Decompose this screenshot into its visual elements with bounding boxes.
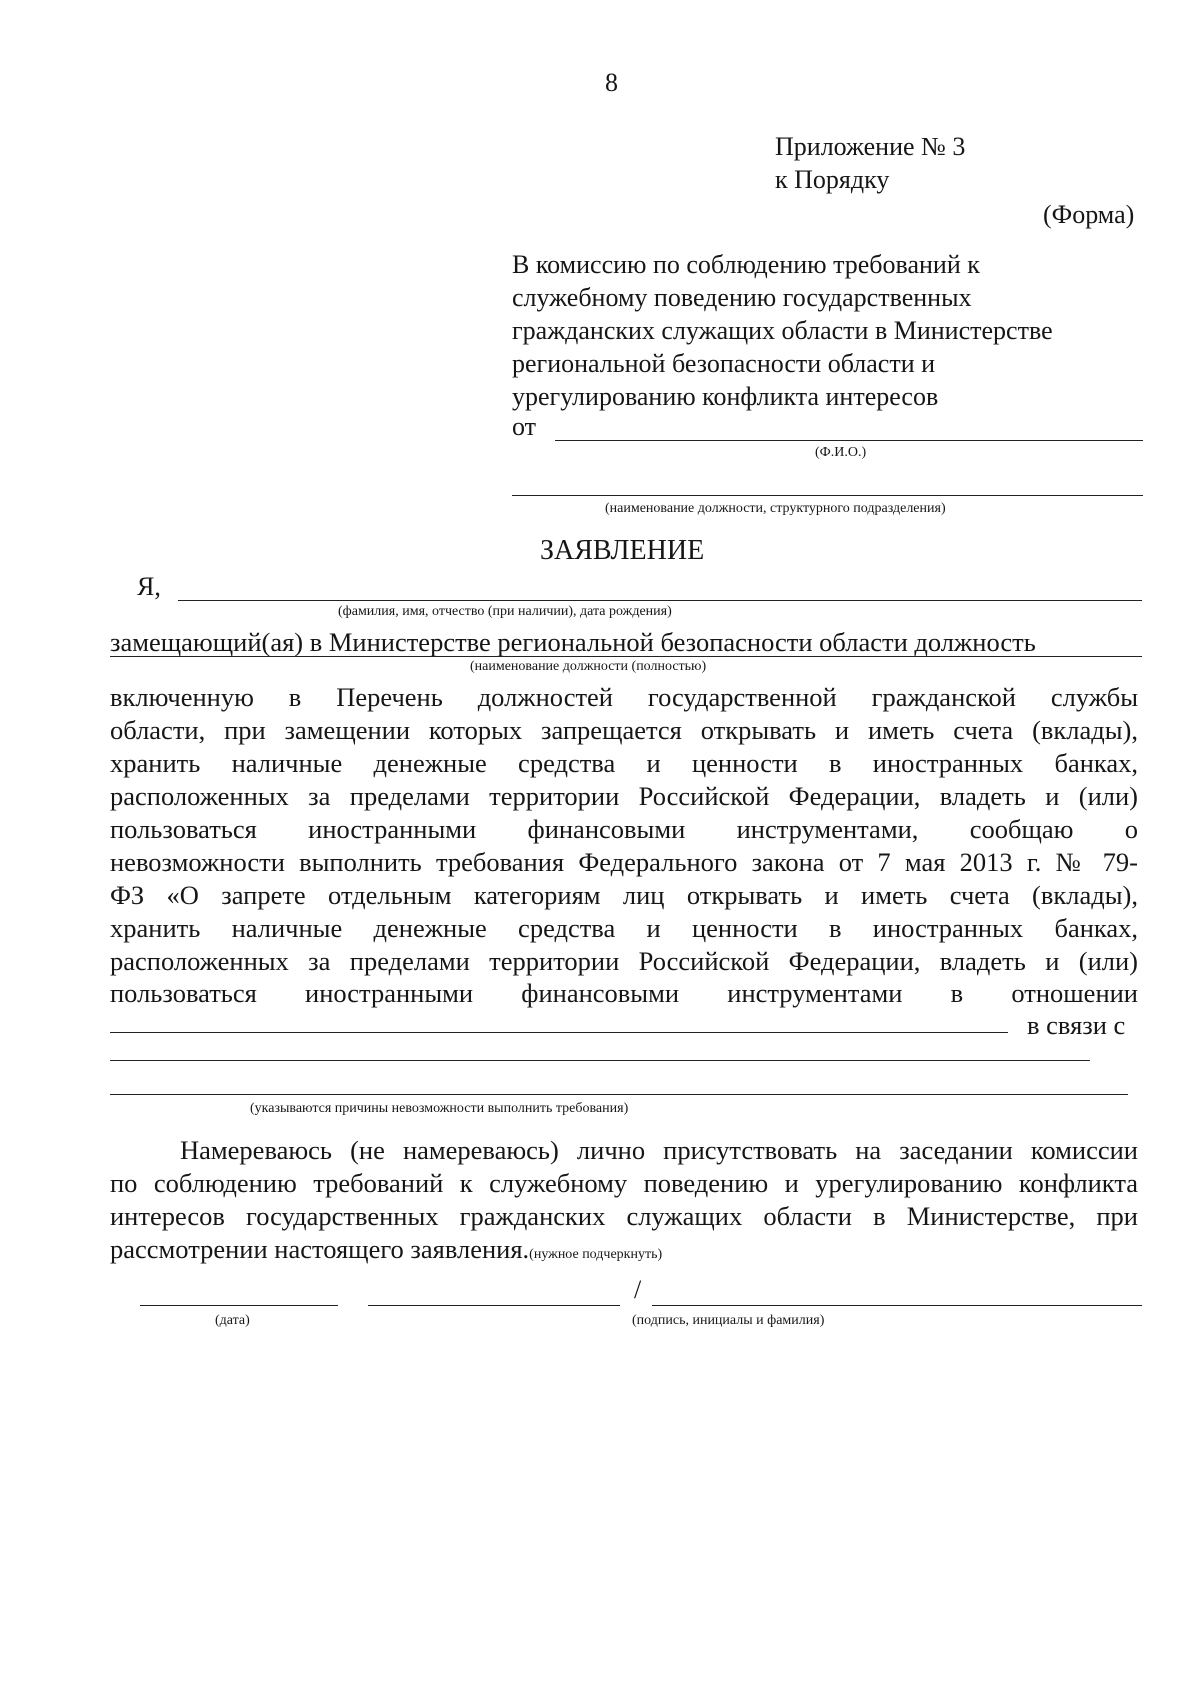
intent-line: интересов государственных гражданских служащих области в Министерстве, при [110,1201,1138,1231]
intent-line: Намереваюсь (не намереваюсь) лично присутствовать на заседании комиссии [180,1135,1138,1165]
addressee-line: региональной безопасности области и [512,349,936,378]
subject-field-line[interactable] [110,1032,1008,1033]
signature-field-line[interactable] [368,1305,620,1306]
position-statement-underline [110,656,1142,657]
body-line: расположенных за пределами территории Российской Федерации, владеть и (или) [110,946,1138,976]
form-label: (Форма) [1043,200,1135,229]
i-label: Я, [137,572,161,601]
underline-note: (нужное подчеркнуть) [529,1247,663,1262]
date-field-line[interactable] [140,1305,338,1306]
position-field-line[interactable] [512,495,1143,496]
signature-caption: (подпись, инициалы и фамилия) [632,1313,825,1328]
reasons-caption: (указываются причины невозможности выполнить требования) [250,1101,629,1116]
fio-caption: (Ф.И.О.) [815,445,867,460]
intent-last-text: рассмотрении настоящего заявления. [110,1234,530,1264]
intent-last-line [110,1234,662,1265]
appendix-reference: к Порядку [775,165,890,194]
applicant-name-caption: (фамилия, имя, отчество (при наличии), дата рождения) [338,604,672,619]
addressee-line: В комиссию по соблюдению требований к [512,250,980,279]
position-full-caption: (наименование должности (полностью) [470,659,707,674]
body-line: хранить наличные денежные средства и ценности в иностранных банках, [110,913,1138,943]
signature-slash: / [634,1275,642,1304]
addressee-line: урегулированию конфликта интересов [512,382,939,411]
reasons-field-line[interactable] [110,1060,1090,1061]
intent-line: по соблюдению требований к служебному поведению и урегулированию конфликта [110,1168,1138,1198]
body-line: области, при замещении которых запрещается открывать и иметь счета (вклады), [110,715,1138,745]
date-caption: (дата) [215,1313,250,1328]
name-field-line[interactable] [652,1305,1142,1306]
body-line: хранить наличные денежные средства и ценности в иностранных банках, [110,748,1138,778]
body-line: пользоваться иностранными финансовыми инструментами в отношении [110,978,1138,1008]
in-connection-label: в связи с [1027,1010,1126,1040]
position-statement: замещающий(ая) в Министерстве региональной безопасности области должность [110,627,1036,657]
page-number: 8 [605,68,618,97]
body-line: включенную в Перечень должностей государственной гражданской службы [110,682,1138,712]
applicant-name-line[interactable] [178,600,1142,601]
body-line: пользоваться иностранными финансовыми инструментами, сообщаю о [110,814,1138,844]
fio-field-line[interactable] [555,440,1143,441]
appendix-number: Приложение № 3 [775,132,966,161]
position-caption: (наименование должности, структурного подразделения) [605,501,946,516]
body-line: расположенных за пределами территории Российской Федерации, владеть и (или) [110,781,1138,811]
reasons-field-line-2[interactable] [110,1094,1128,1095]
body-line: невозможности выполнить требования Федерального закона от 7 мая 2013 г. № 79- [110,847,1138,877]
addressee-line: гражданских служащих области в Министерстве [512,316,1053,345]
from-label: от [512,412,537,441]
addressee-line: служебному поведению государственных [512,283,972,312]
body-line: ФЗ «О запрете отдельным категориям лиц открывать и иметь счета (вклады), [110,880,1138,910]
document-title: ЗАЯВЛЕНИЕ [540,535,705,566]
